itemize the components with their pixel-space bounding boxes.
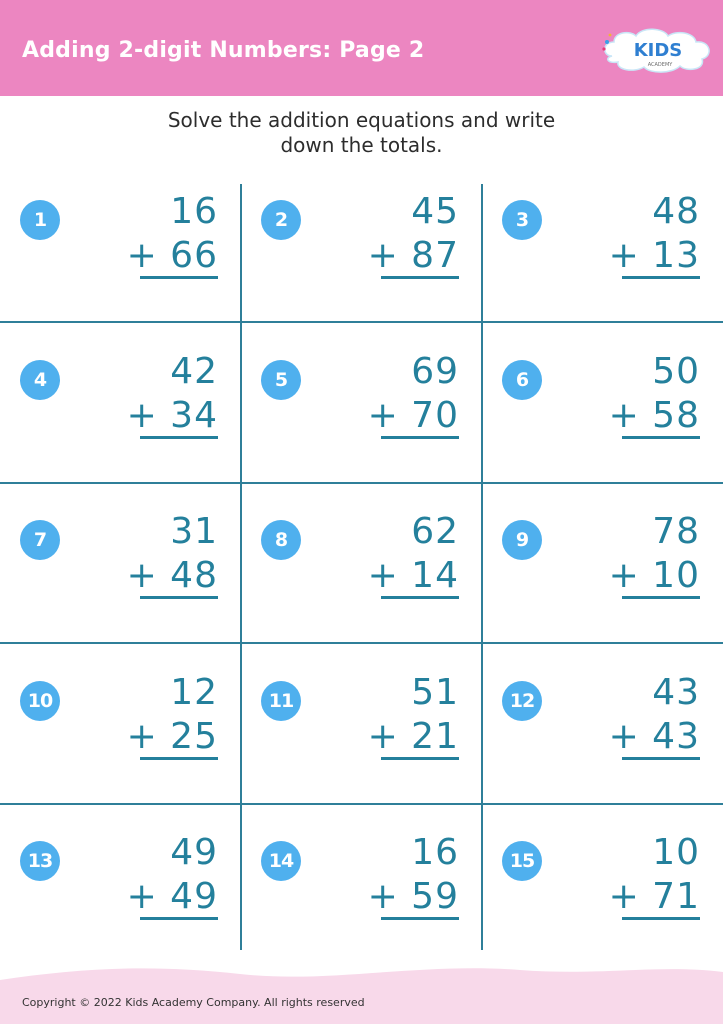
answer-line [140, 436, 218, 439]
addition-problem [580, 831, 700, 919]
answer-line [381, 436, 459, 439]
addend-bottom: + 58 [608, 395, 700, 436]
problem-number-badge: 4 [20, 360, 60, 400]
answer-line [622, 917, 700, 920]
addend-bottom: + 59 [367, 876, 459, 917]
svg-text:ACADEMY: ACADEMY [647, 62, 673, 68]
problem-cell [482, 190, 723, 350]
answer-line [140, 596, 218, 599]
answer-line [622, 596, 700, 599]
addend-top: 43 [652, 672, 700, 713]
problem-number-badge: 13 [20, 841, 60, 881]
answer-line [381, 276, 459, 279]
addend-top: 62 [411, 511, 459, 552]
addend-top: 69 [411, 351, 459, 392]
addition-problem [339, 350, 459, 438]
addition-problem [98, 671, 218, 759]
addition-problem [580, 350, 700, 438]
addend-bottom: + 49 [126, 876, 218, 917]
problem-cell [0, 350, 241, 510]
addend-top: 45 [411, 191, 459, 232]
problem-number-badge: 11 [261, 681, 301, 721]
problem-cell [241, 350, 482, 510]
answer-line [140, 276, 218, 279]
problem-cell [0, 671, 241, 831]
answer-line [381, 757, 459, 760]
problem-number-badge: 10 [20, 681, 60, 721]
addend-bottom: + 66 [126, 235, 218, 276]
problem-number-badge: 8 [261, 520, 301, 560]
addend-bottom: + 21 [367, 716, 459, 757]
addend-bottom: + 34 [126, 395, 218, 436]
addition-problem [98, 350, 218, 438]
problem-cell [482, 510, 723, 670]
addend-bottom: + 13 [608, 235, 700, 276]
addend-top: 78 [652, 511, 700, 552]
problem-cell [0, 510, 241, 670]
addition-problem [339, 831, 459, 919]
problem-number-badge: 2 [261, 200, 301, 240]
svg-text:KIDS: KIDS [633, 40, 683, 61]
addition-problem [339, 671, 459, 759]
addend-bottom: + 25 [126, 716, 218, 757]
addend-bottom: + 43 [608, 716, 700, 757]
answer-line [140, 917, 218, 920]
instruction-line-1: Solve the addition equations and write [167, 108, 556, 132]
answer-line [622, 757, 700, 760]
addition-problem [339, 190, 459, 278]
addend-top: 16 [411, 832, 459, 873]
addend-top: 48 [652, 191, 700, 232]
problem-number-badge: 7 [20, 520, 60, 560]
problem-number-badge: 12 [502, 681, 542, 721]
addend-bottom: + 87 [367, 235, 459, 276]
addend-bottom: + 71 [608, 876, 700, 917]
problem-cell [482, 671, 723, 831]
problem-number-badge: 14 [261, 841, 301, 881]
problem-cell [482, 350, 723, 510]
problem-cell [241, 190, 482, 350]
answer-line [622, 436, 700, 439]
addition-problem [339, 510, 459, 598]
addition-problem [580, 671, 700, 759]
addend-top: 42 [170, 351, 218, 392]
addition-problem [98, 510, 218, 598]
problem-cell [0, 190, 241, 350]
footer-wave [0, 960, 723, 1024]
answer-line [381, 596, 459, 599]
addend-top: 12 [170, 672, 218, 713]
addition-problem [98, 190, 218, 278]
problem-number-badge: 15 [502, 841, 542, 881]
addend-top: 10 [652, 832, 700, 873]
problem-number-badge: 5 [261, 360, 301, 400]
addend-bottom: + 10 [608, 555, 700, 596]
problem-number-badge: 9 [502, 520, 542, 560]
addend-top: 16 [170, 191, 218, 232]
addition-problem [580, 510, 700, 598]
page-title: Adding 2-digit Numbers: Page 2 [22, 38, 425, 63]
problem-number-badge: 1 [20, 200, 60, 240]
answer-line [622, 276, 700, 279]
addend-top: 31 [170, 511, 218, 552]
problem-cell [241, 671, 482, 831]
addend-bottom: + 48 [126, 555, 218, 596]
addend-top: 50 [652, 351, 700, 392]
addend-bottom: + 70 [367, 395, 459, 436]
addend-bottom: + 14 [367, 555, 459, 596]
copyright-text: Copyright © 2022 Kids Academy Company. All rights reserved [22, 996, 365, 1009]
addition-problem [98, 831, 218, 919]
problem-number-badge: 6 [502, 360, 542, 400]
addition-problem [580, 190, 700, 278]
problem-cell [241, 510, 482, 670]
problem-number-badge: 3 [502, 200, 542, 240]
instruction-line-2: down the totals. [280, 133, 443, 157]
answer-line [381, 917, 459, 920]
answer-line [140, 757, 218, 760]
addend-top: 51 [411, 672, 459, 713]
addend-top: 49 [170, 832, 218, 873]
